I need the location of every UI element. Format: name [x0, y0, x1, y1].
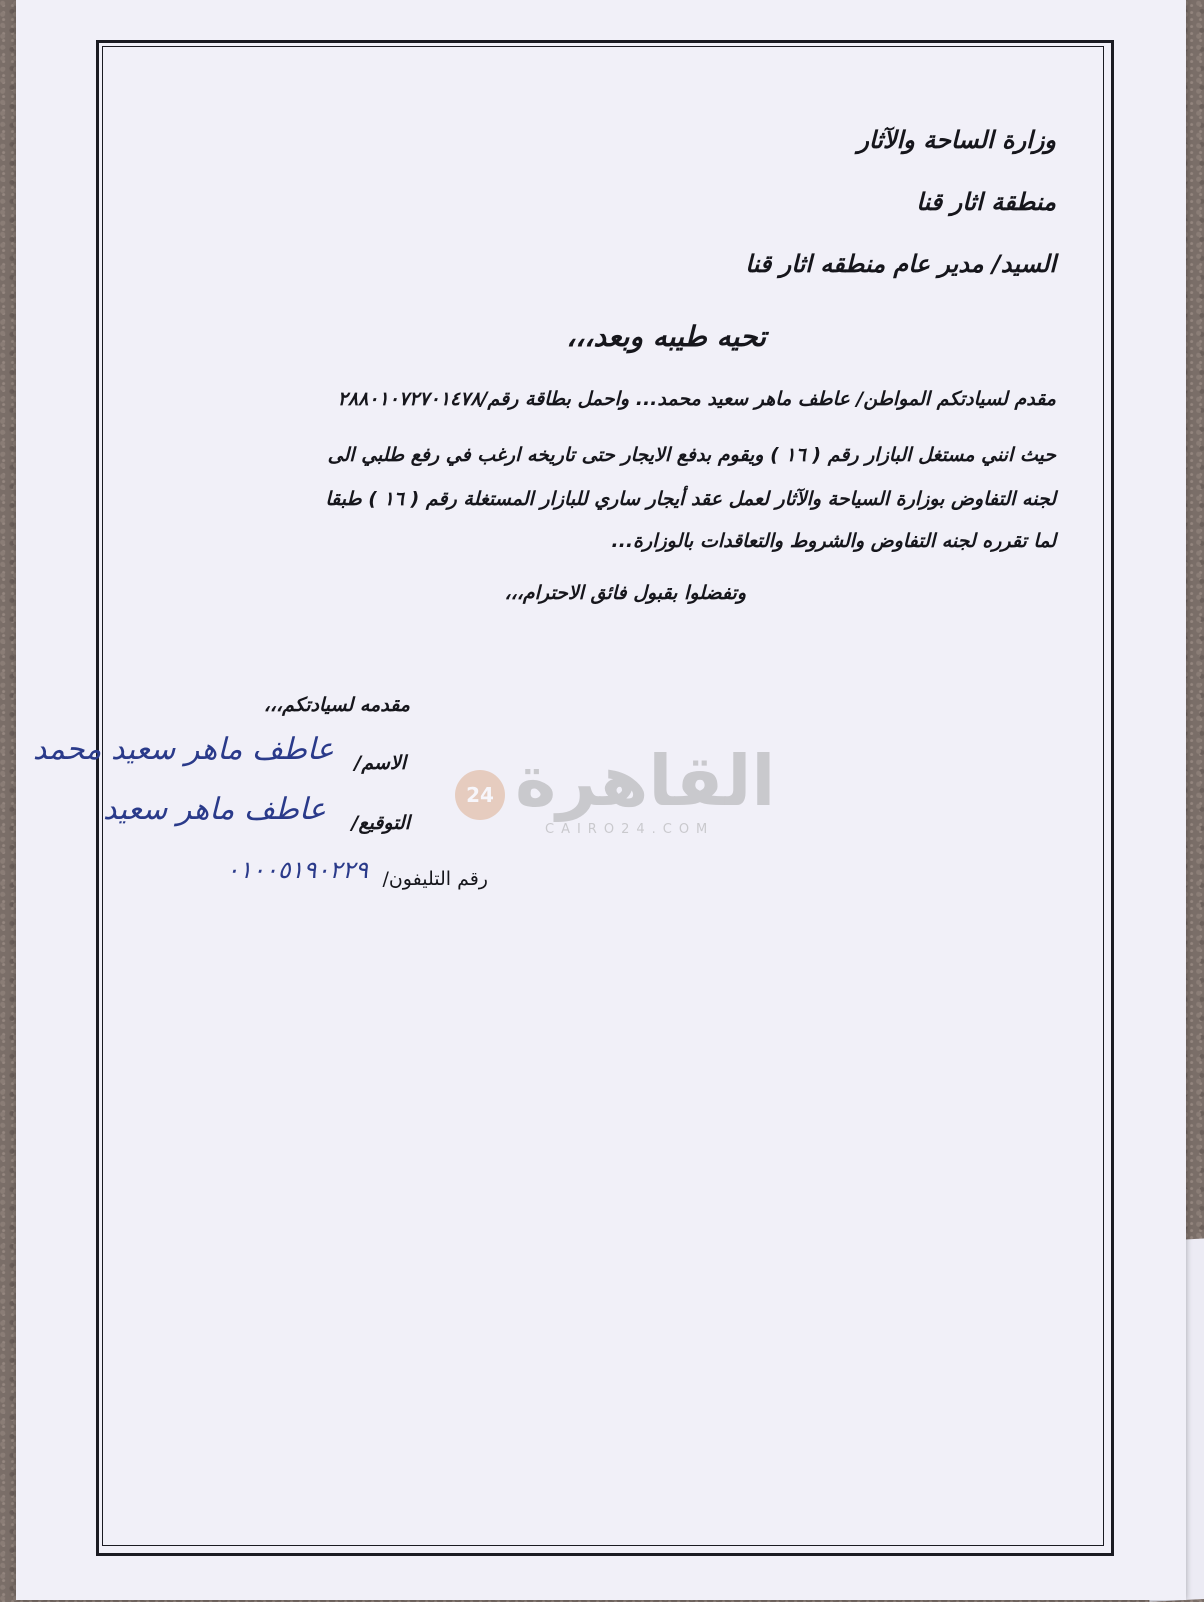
- watermark-badge: 24: [455, 770, 505, 820]
- watermark-subtitle: CAIRO24.COM: [545, 822, 715, 837]
- addressee-line: السيد/ مدير عام منطقه اثار قنا: [745, 250, 1056, 278]
- body-line-2: لجنه التفاوض بوزارة السياحة والآثار لعمل عقد أيجار ساري للبازار المستغلة رقم ( ١٦ ) طبقا: [325, 488, 1056, 510]
- signature-label: التوقيع/: [351, 812, 410, 834]
- phone-label: رقم التليفون/: [382, 868, 488, 890]
- submitted-by-line: مقدمه لسيادتكم،،،: [263, 694, 410, 716]
- handwritten-signature: عاطف ماهر سعيد: [102, 792, 326, 827]
- handwritten-phone: ٠١٠٠٥١٩٠٢٢٩: [226, 856, 368, 884]
- closing-line: وتفضلوا بقبول فائق الاحترام،،،: [504, 582, 746, 604]
- cairo24-watermark: [455, 740, 775, 850]
- body-line-1: حيث انني مستغل البازار رقم ( ١٦ ) ويقوم بدفع الايجار حتى تاريخه ارغب في رفع طلبي الى: [327, 444, 1056, 466]
- handwritten-name: عاطف ماهر سعيد محمد: [32, 732, 334, 767]
- watermark-title: القاهرة: [515, 740, 776, 822]
- intro-line: مقدم لسيادتكم المواطن/ عاطف ماهر سعيد محمد... واحمل بطاقة رقم/٢٨٨٠١٠٧٢٧٠١٤٧٨: [337, 388, 1056, 410]
- name-label: الاسم/: [354, 752, 406, 774]
- ministry-heading: وزارة الساحة والآثار: [857, 126, 1056, 154]
- region-heading: منطقة اثار قنا: [916, 188, 1056, 216]
- body-line-3: لما تقرره لجنه التفاوض والشروط والتعاقدات بالوزارة...: [611, 530, 1056, 552]
- greeting-line: تحيه طيبه وبعد،،،: [566, 320, 766, 353]
